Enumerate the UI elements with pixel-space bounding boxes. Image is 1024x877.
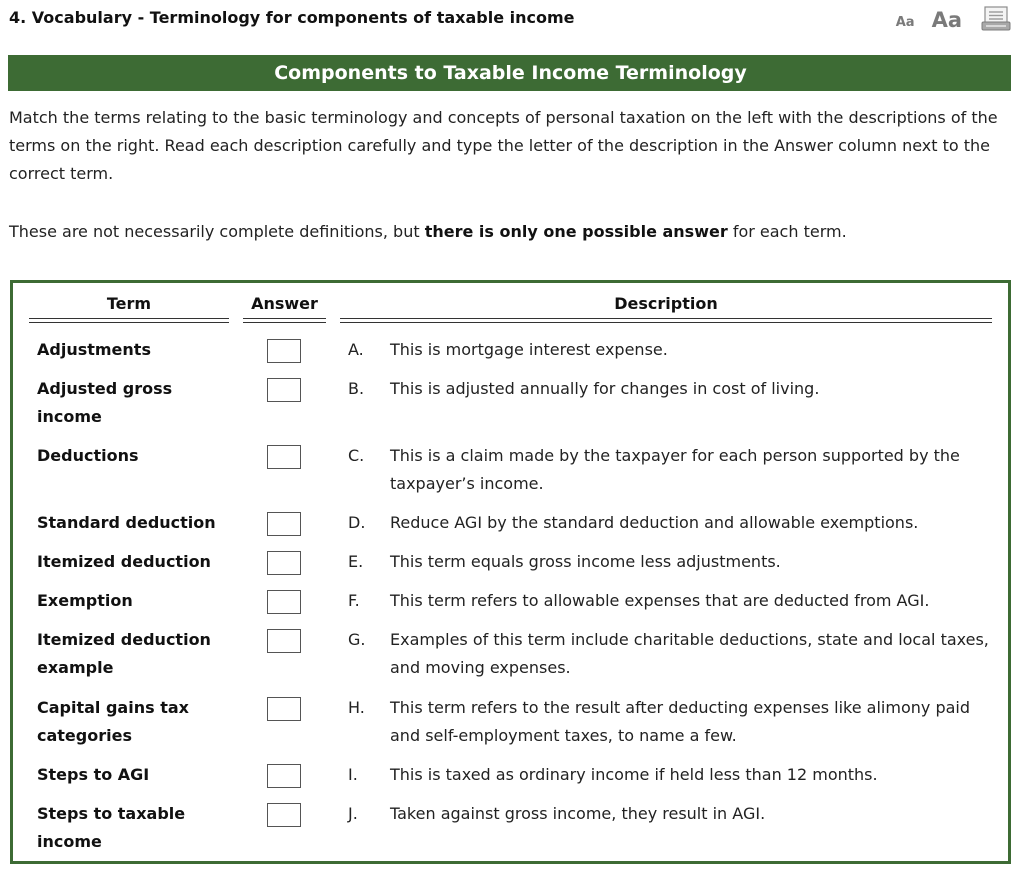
- description-text: This term equals gross income less adjustments.: [390, 552, 781, 571]
- term-label: Capital gains tax categories: [37, 698, 189, 745]
- answer-input[interactable]: [267, 764, 301, 788]
- term-label: Itemized deduction: [37, 552, 211, 571]
- instructions-note: [9, 218, 847, 246]
- description-header-rule: [340, 318, 992, 323]
- increase-font-button[interactable]: Aa: [931, 8, 962, 32]
- answer-input[interactable]: [267, 339, 301, 363]
- description-letter: B.: [348, 379, 365, 398]
- answer-input[interactable]: [267, 590, 301, 614]
- answer-input[interactable]: [267, 697, 301, 721]
- question-header: 4. Vocabulary - Terminology for components of taxable income: [9, 8, 575, 27]
- answer-column-header: Answer: [251, 294, 318, 313]
- description-letter: C.: [348, 446, 365, 465]
- description-letter: H.: [348, 698, 365, 717]
- banner-title: Components to Taxable Income Terminology: [274, 62, 747, 84]
- description-text: Examples of this term include charitable deductions, state and local taxes, and moving expenses.: [390, 630, 989, 677]
- term-label: Exemption: [37, 591, 133, 610]
- note-text-end: for each term.: [727, 222, 847, 241]
- term-label: Steps to AGI: [37, 765, 150, 784]
- description-text: Taken against gross income, they result in AGI.: [390, 804, 766, 823]
- answer-input[interactable]: [267, 629, 301, 653]
- description-letter: I.: [348, 765, 358, 784]
- term-column-header: Term: [106, 294, 152, 313]
- description-text: This term refers to the result after deducting expenses like alimony paid and self-employment taxes, to name a few.: [390, 698, 971, 745]
- text-tools: [896, 6, 1011, 32]
- description-text: This term refers to allowable expenses that are deducted from AGI.: [390, 591, 930, 610]
- term-label: Standard deduction: [37, 513, 216, 532]
- description-letter: G.: [348, 630, 366, 649]
- description-text: This is mortgage interest expense.: [390, 340, 668, 359]
- note-emphasis: there is only one possible answer: [424, 222, 728, 241]
- description-letter: D.: [348, 513, 366, 532]
- description-text: Reduce AGI by the standard deduction and allowable exemptions.: [390, 513, 919, 532]
- description-text: This is adjusted annually for changes in cost of living.: [390, 379, 820, 398]
- description-column-header: Description: [614, 294, 718, 313]
- answer-header-rule: [243, 318, 326, 323]
- answer-input[interactable]: [267, 512, 301, 536]
- note-text-start: These are not necessarily complete definitions, but: [9, 222, 425, 241]
- decrease-font-button[interactable]: Aa: [895, 15, 915, 30]
- answer-input[interactable]: [267, 551, 301, 575]
- print-icon[interactable]: [981, 6, 1011, 32]
- term-header-rule: [29, 318, 229, 323]
- description-letter: F.: [348, 591, 360, 610]
- matching-table: [10, 280, 1011, 864]
- description-text: This is taxed as ordinary income if held less than 12 months.: [390, 765, 878, 784]
- term-label: Adjusted gross income: [37, 379, 173, 426]
- term-label: Deductions: [37, 446, 139, 465]
- description-text: This is a claim made by the taxpayer for each person supported by the taxpayer’s income.: [390, 446, 960, 493]
- term-label: Itemized deduction example: [37, 630, 211, 677]
- answer-input[interactable]: [267, 378, 301, 402]
- description-letter: A.: [348, 340, 364, 359]
- description-letter: J.: [348, 804, 358, 823]
- term-label: Adjustments: [37, 340, 151, 359]
- description-letter: E.: [348, 552, 364, 571]
- instructions-paragraph: Match the terms relating to the basic terminology and concepts of personal taxation on the left with the descriptions of the terms on the right. Read each description carefully and type the letter of the description in the Answer column next to the correct term.: [9, 108, 998, 183]
- answer-input[interactable]: [267, 445, 301, 469]
- answer-input[interactable]: [267, 803, 301, 827]
- section-banner: [8, 55, 1011, 91]
- term-label: Steps to taxable income: [37, 804, 186, 851]
